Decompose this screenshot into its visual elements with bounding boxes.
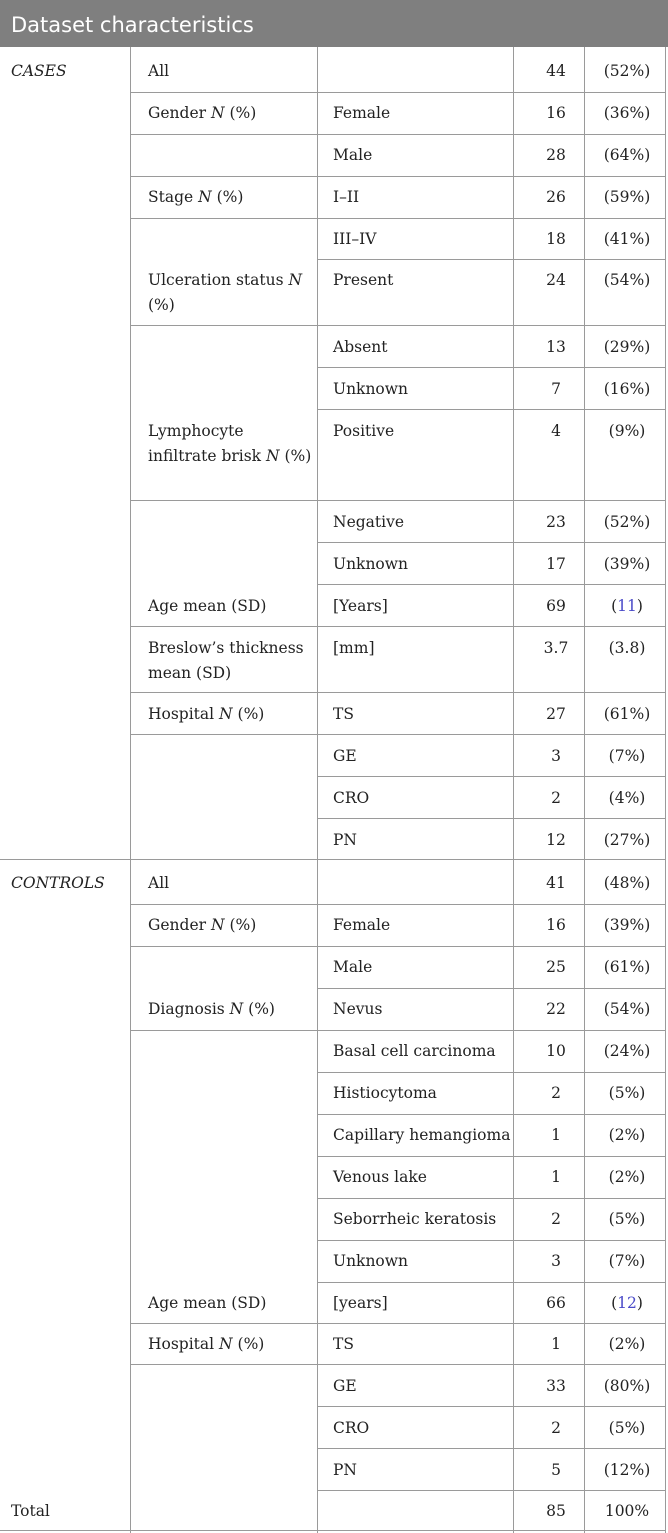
count-cell: 23 bbox=[546, 513, 566, 531]
item-cell: GE bbox=[333, 1377, 357, 1395]
hline bbox=[317, 1448, 666, 1449]
hline bbox=[130, 946, 666, 947]
count-cell: 10 bbox=[546, 1042, 566, 1060]
count-cell: 22 bbox=[546, 1000, 566, 1018]
item-cell: CRO bbox=[333, 789, 370, 807]
item-cell: Negative bbox=[333, 513, 405, 531]
group-cell: Age mean (SD) bbox=[148, 597, 267, 615]
group-cell: Stage N (%) bbox=[148, 188, 244, 206]
percent-cell: (52%) bbox=[603, 513, 651, 531]
percent-cell: (4%) bbox=[608, 789, 646, 807]
percent-cell: (16%) bbox=[603, 380, 651, 398]
group-cell: Gender N (%) bbox=[148, 104, 257, 122]
item-cell: Female bbox=[333, 104, 391, 122]
hline-section bbox=[0, 859, 666, 860]
group-cell: All bbox=[148, 874, 170, 892]
hline bbox=[317, 1114, 666, 1115]
hline bbox=[317, 1198, 666, 1199]
item-cell: Positive bbox=[333, 422, 395, 440]
group-cell: Ulceration status N (%) bbox=[148, 271, 303, 314]
item-cell: [Years] bbox=[333, 597, 388, 615]
percent-cell: (59%) bbox=[603, 188, 651, 206]
count-cell: 26 bbox=[546, 188, 566, 206]
item-cell: Basal cell carcinoma bbox=[333, 1042, 496, 1060]
hline bbox=[317, 542, 666, 543]
count-cell: 1 bbox=[551, 1126, 561, 1144]
hline bbox=[317, 367, 666, 368]
percent-cell: (7%) bbox=[608, 747, 646, 765]
total-percent: 100% bbox=[604, 1502, 650, 1520]
percent-cell: (7%) bbox=[608, 1252, 646, 1270]
hline bbox=[317, 776, 666, 777]
hline bbox=[317, 259, 666, 260]
percent-cell: (54%) bbox=[603, 1000, 651, 1018]
total-count: 85 bbox=[546, 1502, 566, 1520]
count-cell: 33 bbox=[546, 1377, 566, 1395]
percent-cell: (3.8) bbox=[608, 639, 646, 657]
count-cell: 5 bbox=[551, 1461, 561, 1479]
percent-cell: (5%) bbox=[608, 1084, 646, 1102]
hline bbox=[130, 500, 666, 501]
hline bbox=[130, 904, 666, 905]
item-cell: [years] bbox=[333, 1294, 388, 1312]
item-cell: Present bbox=[333, 271, 394, 289]
hline bbox=[317, 1240, 666, 1241]
count-cell: 4 bbox=[551, 422, 561, 440]
count-cell: 3 bbox=[551, 1252, 561, 1270]
count-cell: 25 bbox=[546, 958, 566, 976]
count-cell: 7 bbox=[551, 380, 561, 398]
item-cell: PN bbox=[333, 831, 357, 849]
hline bbox=[130, 734, 666, 735]
vline-4 bbox=[584, 47, 585, 1533]
percent-cell: (64%) bbox=[603, 146, 651, 164]
count-cell: 41 bbox=[546, 874, 566, 892]
count-cell: 27 bbox=[546, 705, 566, 723]
item-cell: Male bbox=[333, 146, 373, 164]
item-cell: Female bbox=[333, 916, 391, 934]
percent-cell: (54%) bbox=[603, 271, 651, 289]
hline bbox=[317, 584, 666, 585]
percent-cell: (39%) bbox=[603, 916, 651, 934]
item-cell: TS bbox=[333, 705, 354, 723]
count-cell: 16 bbox=[546, 104, 566, 122]
item-cell: PN bbox=[333, 1461, 357, 1479]
percent-cell: (2%) bbox=[608, 1335, 646, 1353]
hline bbox=[130, 92, 666, 93]
reference-link[interactable]: 12 bbox=[617, 1294, 637, 1312]
group-cell: Age mean (SD) bbox=[148, 1294, 267, 1312]
hline bbox=[130, 626, 666, 627]
percent-cell: (2%) bbox=[608, 1126, 646, 1144]
count-cell: 1 bbox=[551, 1335, 561, 1353]
item-cell: Male bbox=[333, 958, 373, 976]
count-cell: 2 bbox=[551, 1210, 561, 1228]
count-cell: 1 bbox=[551, 1168, 561, 1186]
count-cell: 2 bbox=[551, 1419, 561, 1437]
count-cell: 2 bbox=[551, 789, 561, 807]
hline bbox=[317, 1406, 666, 1407]
percent-cell: (12) bbox=[611, 1294, 643, 1312]
hline bbox=[130, 176, 666, 177]
percent-cell: (36%) bbox=[603, 104, 651, 122]
hline bbox=[130, 134, 666, 135]
hline bbox=[130, 325, 666, 326]
count-cell: 13 bbox=[546, 338, 566, 356]
percent-cell: (5%) bbox=[608, 1419, 646, 1437]
hline bbox=[317, 1490, 666, 1491]
count-cell: 17 bbox=[546, 555, 566, 573]
group-cell: Diagnosis N (%) bbox=[148, 1000, 275, 1018]
vline-3 bbox=[513, 47, 514, 1533]
percent-cell: (61%) bbox=[603, 958, 651, 976]
item-cell: Seborrheic keratosis bbox=[333, 1210, 497, 1228]
percent-cell: (2%) bbox=[608, 1168, 646, 1186]
hline bbox=[130, 218, 666, 219]
item-cell: Unknown bbox=[333, 555, 409, 573]
item-cell: III–IV bbox=[333, 230, 377, 248]
group-cell: Hospital N (%) bbox=[148, 705, 265, 723]
hline bbox=[130, 692, 666, 693]
percent-cell: (80%) bbox=[603, 1377, 651, 1395]
hline bbox=[317, 1282, 666, 1283]
item-cell: [mm] bbox=[333, 639, 375, 657]
hline bbox=[130, 1364, 666, 1365]
group-cell: Gender N (%) bbox=[148, 916, 257, 934]
item-cell: GE bbox=[333, 747, 357, 765]
percent-cell: (24%) bbox=[603, 1042, 651, 1060]
group-cell: Lymphocyte infiltrate brisk N (%) bbox=[148, 422, 312, 465]
item-cell: Histiocytoma bbox=[333, 1084, 437, 1102]
percent-cell: (39%) bbox=[603, 555, 651, 573]
count-cell: 3 bbox=[551, 747, 561, 765]
percent-cell: (9%) bbox=[608, 422, 646, 440]
item-cell: I–II bbox=[333, 188, 360, 206]
percent-cell: (52%) bbox=[603, 62, 651, 80]
percent-cell: (11) bbox=[611, 597, 643, 615]
percent-cell: (61%) bbox=[603, 705, 651, 723]
item-cell: TS bbox=[333, 1335, 354, 1353]
item-cell: Absent bbox=[333, 338, 388, 356]
count-cell: 44 bbox=[546, 62, 566, 80]
item-cell: Unknown bbox=[333, 1252, 409, 1270]
group-cell: All bbox=[148, 62, 170, 80]
hline bbox=[317, 1156, 666, 1157]
count-cell: 18 bbox=[546, 230, 566, 248]
count-cell: 69 bbox=[546, 597, 566, 615]
vline-2 bbox=[317, 47, 318, 1533]
percent-cell: (12%) bbox=[603, 1461, 651, 1479]
percent-cell: (27%) bbox=[603, 831, 651, 849]
hline bbox=[317, 988, 666, 989]
item-cell: Venous lake bbox=[333, 1168, 427, 1186]
vline-1 bbox=[130, 47, 131, 1533]
count-cell: 12 bbox=[546, 831, 566, 849]
hline-bottom bbox=[0, 1530, 666, 1531]
item-cell: Nevus bbox=[333, 1000, 383, 1018]
percent-cell: (29%) bbox=[603, 338, 651, 356]
count-cell: 66 bbox=[546, 1294, 566, 1312]
hline bbox=[317, 818, 666, 819]
hline bbox=[317, 409, 666, 410]
count-cell: 2 bbox=[551, 1084, 561, 1102]
reference-link[interactable]: 11 bbox=[617, 597, 637, 615]
group-cell: Hospital N (%) bbox=[148, 1335, 265, 1353]
count-cell: 16 bbox=[546, 916, 566, 934]
count-cell: 24 bbox=[546, 271, 566, 289]
count-cell: 28 bbox=[546, 146, 566, 164]
hline bbox=[317, 1072, 666, 1073]
group-cell: Breslow’s thickness mean (SD) bbox=[148, 639, 304, 682]
count-cell: 3.7 bbox=[543, 639, 569, 657]
table-title: Dataset characteristics bbox=[0, 0, 668, 47]
hline bbox=[130, 1323, 666, 1324]
percent-cell: (48%) bbox=[603, 874, 651, 892]
section-label-controls: CONTROLS bbox=[11, 874, 105, 892]
item-cell: CRO bbox=[333, 1419, 370, 1437]
item-cell: Capillary hemangioma bbox=[333, 1126, 511, 1144]
percent-cell: (41%) bbox=[603, 230, 651, 248]
section-label-cases: CASES bbox=[11, 62, 67, 80]
total-label: Total bbox=[11, 1502, 50, 1520]
item-cell: Unknown bbox=[333, 380, 409, 398]
hline bbox=[130, 1030, 666, 1031]
percent-cell: (5%) bbox=[608, 1210, 646, 1228]
